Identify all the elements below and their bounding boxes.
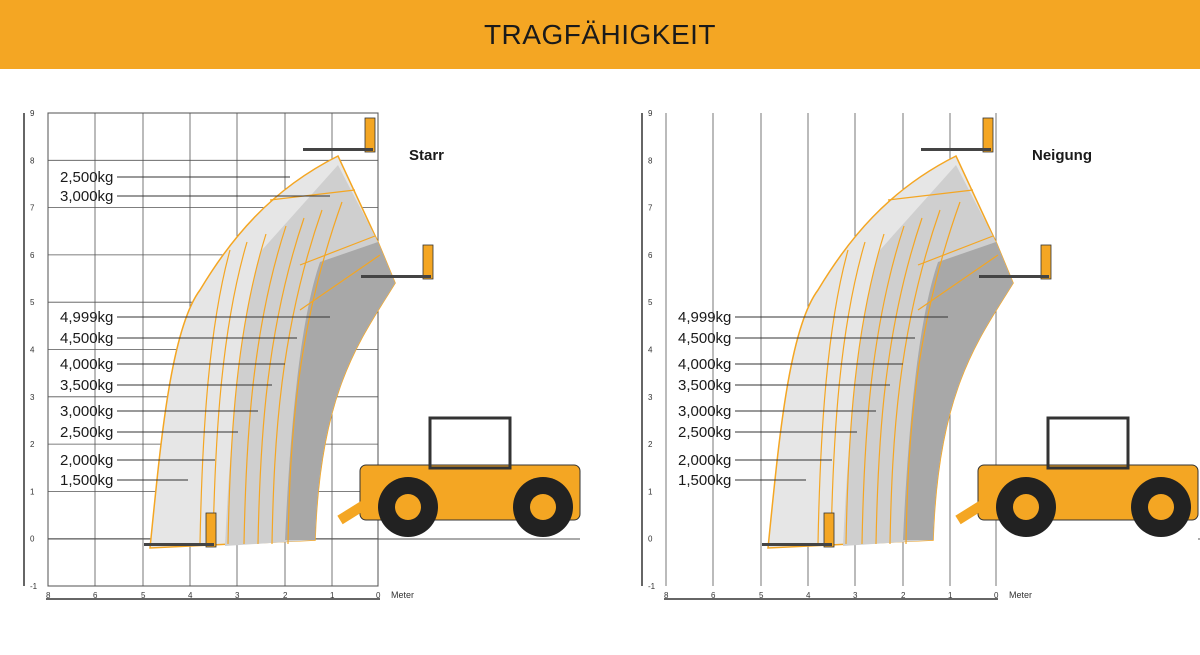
machine-hub-rear <box>1148 494 1174 520</box>
x-tick-label: 0 <box>376 591 381 600</box>
x-tick-label: 0 <box>994 591 999 600</box>
fork-top-tine <box>921 148 991 151</box>
load-label: 4,000kg <box>60 356 114 373</box>
x-tick-label: 6 <box>711 591 716 600</box>
chart-panel-0 <box>23 109 580 600</box>
load-label: 2,500kg <box>60 169 114 186</box>
x-tick-label: 6 <box>93 591 98 600</box>
load-label: 4,999kg <box>678 309 732 326</box>
y-tick-label: -1 <box>30 582 38 591</box>
y-scale-bar <box>23 113 25 586</box>
load-label: 4,500kg <box>60 330 114 347</box>
y-scale-bar <box>641 113 643 586</box>
fork-mid-tine <box>979 275 1049 278</box>
x-tick-label: 2 <box>901 591 906 600</box>
y-tick-label: 2 <box>648 440 653 450</box>
fork-mid <box>423 245 433 279</box>
y-tick-label: 5 <box>648 298 653 308</box>
y-tick-label: 3 <box>30 392 35 402</box>
y-tick-label: 1 <box>648 487 653 497</box>
y-tick-label: 6 <box>648 250 653 260</box>
fork-top <box>365 118 375 152</box>
y-tick-label: 7 <box>30 203 35 213</box>
x-unit-label: Meter <box>1009 590 1033 600</box>
load-label: 2,000kg <box>60 452 114 469</box>
load-label: 2,500kg <box>60 424 114 441</box>
x-unit-label: Meter <box>391 590 415 600</box>
load-label: 3,000kg <box>60 403 114 420</box>
x-tick-label: 5 <box>759 591 764 600</box>
machine-hub-rear <box>530 494 556 520</box>
fork-mid <box>1041 245 1051 279</box>
y-tick-label: 4 <box>648 345 653 355</box>
load-label: 1,500kg <box>678 472 732 489</box>
y-tick-label: 2 <box>30 440 35 450</box>
telehandler-machine <box>340 418 580 537</box>
fork-top <box>983 118 993 152</box>
fork-low-tine <box>762 543 832 546</box>
load-label: 4,999kg <box>60 309 114 326</box>
x-tick-label: 4 <box>188 591 193 600</box>
chart-title: Starr <box>409 147 445 164</box>
load-label: 1,500kg <box>60 472 114 489</box>
fork-low <box>206 513 216 547</box>
fork-low <box>824 513 834 547</box>
y-tick-label: 0 <box>30 534 35 544</box>
telehandler-machine <box>958 418 1198 537</box>
x-tick-label: 5 <box>141 591 146 600</box>
machine-hub-front <box>1013 494 1039 520</box>
y-tick-label: 9 <box>30 109 35 118</box>
load-label: 2,500kg <box>678 424 732 441</box>
x-tick-label: 3 <box>235 591 240 600</box>
x-tick-label: 3 <box>853 591 858 600</box>
load-label: 3,000kg <box>60 188 114 205</box>
load-label: 3,500kg <box>60 377 114 394</box>
y-tick-label: -1 <box>648 582 656 591</box>
machine-hub-front <box>395 494 421 520</box>
x-tick-label: 8 <box>664 591 669 600</box>
x-tick-label: 8 <box>46 591 51 600</box>
x-tick-label: 1 <box>948 591 953 600</box>
load-label: 4,000kg <box>678 356 732 373</box>
y-tick-label: 1 <box>30 487 35 497</box>
x-tick-label: 2 <box>283 591 288 600</box>
chart-panel-1 <box>641 109 1200 600</box>
y-tick-label: 8 <box>30 156 35 166</box>
fork-low-tine <box>144 543 214 546</box>
x-tick-label: 4 <box>806 591 811 600</box>
y-tick-label: 8 <box>648 156 653 166</box>
page-title: TRAGFÄHIGKEIT <box>483 19 717 50</box>
load-label: 3,000kg <box>678 403 732 420</box>
x-tick-label: 1 <box>330 591 335 600</box>
load-label: 4,500kg <box>678 330 732 347</box>
y-tick-label: 5 <box>30 298 35 308</box>
fork-mid-tine <box>361 275 431 278</box>
machine-cab <box>1048 418 1128 468</box>
y-tick-label: 3 <box>648 392 653 402</box>
machine-cab <box>430 418 510 468</box>
y-tick-label: 9 <box>648 109 653 118</box>
fork-top-tine <box>303 148 373 151</box>
y-tick-label: 4 <box>30 345 35 355</box>
y-tick-label: 6 <box>30 250 35 260</box>
load-label: 3,500kg <box>678 377 732 394</box>
y-tick-label: 0 <box>648 534 653 544</box>
load-label: 2,000kg <box>678 452 732 469</box>
chart-title: Neigung <box>1032 147 1092 164</box>
y-tick-label: 7 <box>648 203 653 213</box>
